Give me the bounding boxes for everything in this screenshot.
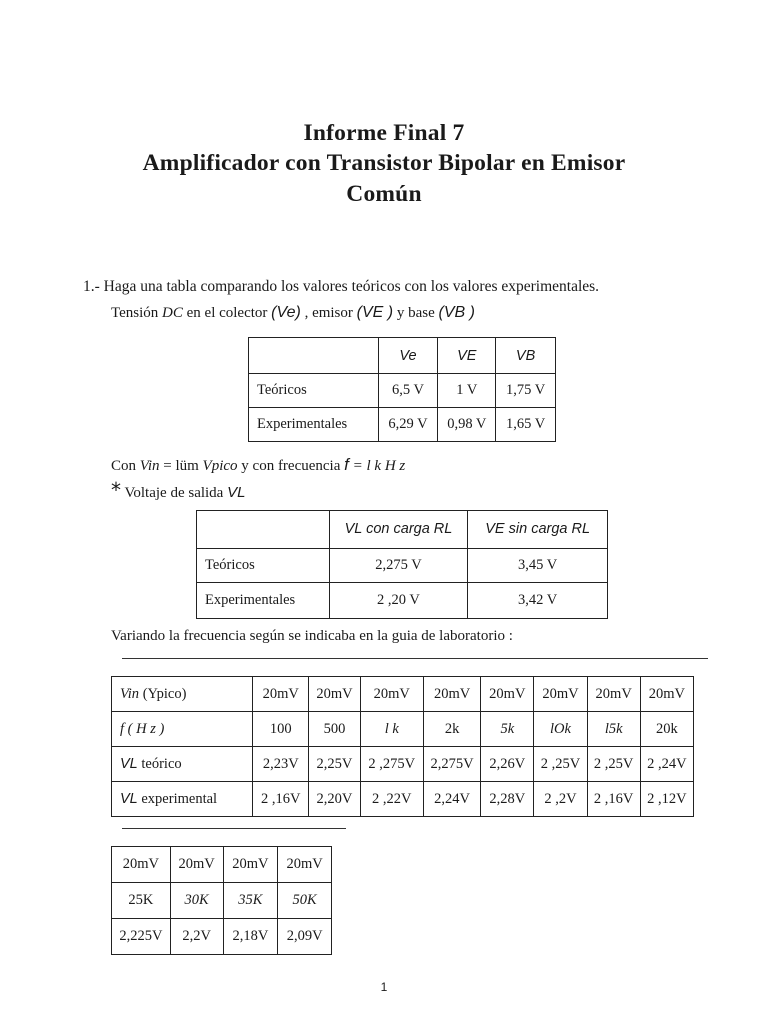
vin-line <box>111 455 405 475</box>
vl-table-row-label: Teóricos <box>197 549 330 583</box>
vin-text-1: Con <box>111 458 140 474</box>
sweep2-cell: 2,18V <box>223 919 278 955</box>
divider-line-short <box>122 828 346 829</box>
sweep-cell: 2,28V <box>481 782 534 817</box>
title-line-3: Común <box>346 181 422 207</box>
sweep-cell: 20mV <box>309 677 360 712</box>
dc-table-cell: 6,29 V <box>378 408 438 442</box>
ve-symbol: (Ve) <box>271 304 301 321</box>
vl-header-text: VL con carga RL <box>344 521 453 537</box>
sweep-cell: 2k <box>423 712 480 747</box>
dc-abbr: DC <box>162 305 183 321</box>
frequency-sweep-table <box>111 676 694 817</box>
sweep-cell: 20mV <box>640 677 693 712</box>
dc-table-corner <box>249 338 379 374</box>
voltaje-text: Voltaje de salida <box>121 485 228 501</box>
sweep-cell: 20mV <box>587 677 640 712</box>
dc-table-header: Ve <box>378 338 438 374</box>
output-voltage-table <box>196 510 608 619</box>
ve-header-text: VE sin carga RL <box>485 521 591 537</box>
vl-table-header <box>329 511 468 549</box>
sweep2-cell: 20mV <box>278 847 332 883</box>
sweep-cell: 20mV <box>253 677 309 712</box>
sweep-row-label: f ( H z ) <box>112 712 253 747</box>
dc-table-cell: 0,98 V <box>438 408 496 442</box>
sweep-cell: 100 <box>253 712 309 747</box>
dc-table-row-label: Experimentales <box>249 408 379 442</box>
vin-symbol: Vin <box>139 458 160 474</box>
vl-table-cell: 2,275 V <box>329 549 468 583</box>
sweep2-cell: 20mV <box>223 847 278 883</box>
sweep-cell: 2,23V <box>253 747 309 782</box>
vl-table-cell: 3,42 V <box>468 583 608 619</box>
sweep-cell: 20mV <box>534 677 587 712</box>
VE-symbol: (VE ) <box>356 304 394 321</box>
sweep-cell: 20mV <box>481 677 534 712</box>
sweep-cell: 20mV <box>360 677 423 712</box>
asterisk: * <box>111 478 121 502</box>
vl-table-cell: 3,45 V <box>468 549 608 583</box>
sweep-cell: 2 ,25V <box>534 747 587 782</box>
dc-tension-line <box>111 304 475 322</box>
vl-symbol: VL <box>227 484 246 501</box>
sweep2-cell: 2,2V <box>170 919 223 955</box>
sweep-cell: 2 ,2V <box>534 782 587 817</box>
dc-text-2: en el colector <box>182 305 272 321</box>
frequency-sweep-note: Variando la frecuencia según se indicaba en la guia de laboratorio : <box>111 628 513 644</box>
sweep-row-label: VL teórico <box>112 747 253 782</box>
vl-table-corner <box>197 511 330 549</box>
divider-line <box>122 658 708 659</box>
vl-label: VL <box>120 755 138 772</box>
sweep-cell: 20mV <box>423 677 480 712</box>
sweep2-cell: 35K <box>223 883 278 919</box>
page-number: 1 <box>380 980 388 994</box>
sweep-cell: l k <box>360 712 423 747</box>
dc-table <box>248 337 556 442</box>
dc-table-header: VE <box>438 338 496 374</box>
dc-table-cell: 1 V <box>438 374 496 408</box>
sweep-cell: 2 ,12V <box>640 782 693 817</box>
dc-table-cell: 1,75 V <box>496 374 556 408</box>
sweep-cell: 20k <box>640 712 693 747</box>
sweep-row-label: Vin (Ypico) <box>112 677 253 712</box>
vin-label: Vin <box>120 685 140 702</box>
sweep-cell: lOk <box>534 712 587 747</box>
vl-table-row-label: Experimentales <box>197 583 330 619</box>
sweep-cell: 2 ,22V <box>360 782 423 817</box>
sweep-cell: l5k <box>587 712 640 747</box>
sweep-cell: 2 ,24V <box>640 747 693 782</box>
sweep-cell: 2 ,25V <box>587 747 640 782</box>
sweep-cell: 500 <box>309 712 360 747</box>
dc-text-1: Tensión <box>111 305 163 321</box>
voltaje-line <box>111 478 245 502</box>
sweep2-cell: 25K <box>112 883 171 919</box>
sweep2-cell: 20mV <box>112 847 171 883</box>
dc-table-cell: 6,5 V <box>378 374 438 408</box>
sweep2-cell: 2,225V <box>112 919 171 955</box>
sweep-cell: 2,26V <box>481 747 534 782</box>
title-line-1: Informe Final 7 <box>303 120 465 146</box>
sweep2-cell: 30K <box>170 883 223 919</box>
sweep-cell: 2 ,16V <box>587 782 640 817</box>
sweep2-cell: 2,09V <box>278 919 332 955</box>
vl-table-cell: 2 ,20 V <box>329 583 468 619</box>
dc-text-4: y base <box>393 305 439 321</box>
sweep-cell: 2 ,16V <box>253 782 309 817</box>
vl-label: VL <box>120 790 138 807</box>
section-heading: 1.- Haga una tabla comparando los valores teóricos con los valores experimentales. <box>83 278 600 295</box>
freq-value: = l k H z <box>348 458 406 474</box>
sweep2-cell: 20mV <box>170 847 223 883</box>
frequency-sweep-table-continued <box>111 846 332 955</box>
title-line-2: Amplificador con Transistor Bipolar en Emisor <box>142 150 626 176</box>
vin-text-3: y con frecuencia <box>237 458 345 474</box>
dc-table-header: VB <box>496 338 556 374</box>
sweep2-cell: 50K <box>278 883 332 919</box>
dc-text-3: , emisor <box>300 305 357 321</box>
dc-table-row-label: Teóricos <box>249 374 379 408</box>
vb-symbol: (VB ) <box>438 304 475 321</box>
sweep-cell: 5k <box>481 712 534 747</box>
sweep-cell: 2,275V <box>423 747 480 782</box>
vl-table-header <box>468 511 608 549</box>
sweep-cell: 2 ,275V <box>360 747 423 782</box>
dc-table-cell: 1,65 V <box>496 408 556 442</box>
sweep-cell: 2,25V <box>309 747 360 782</box>
sweep-row-label: VL experimental <box>112 782 253 817</box>
vin-text-2: = lüm <box>159 458 203 474</box>
sweep-cell: 2,24V <box>423 782 480 817</box>
vpico-symbol: Vpico <box>202 458 238 474</box>
f-symbol: f <box>344 455 349 474</box>
sweep-cell: 2,20V <box>309 782 360 817</box>
